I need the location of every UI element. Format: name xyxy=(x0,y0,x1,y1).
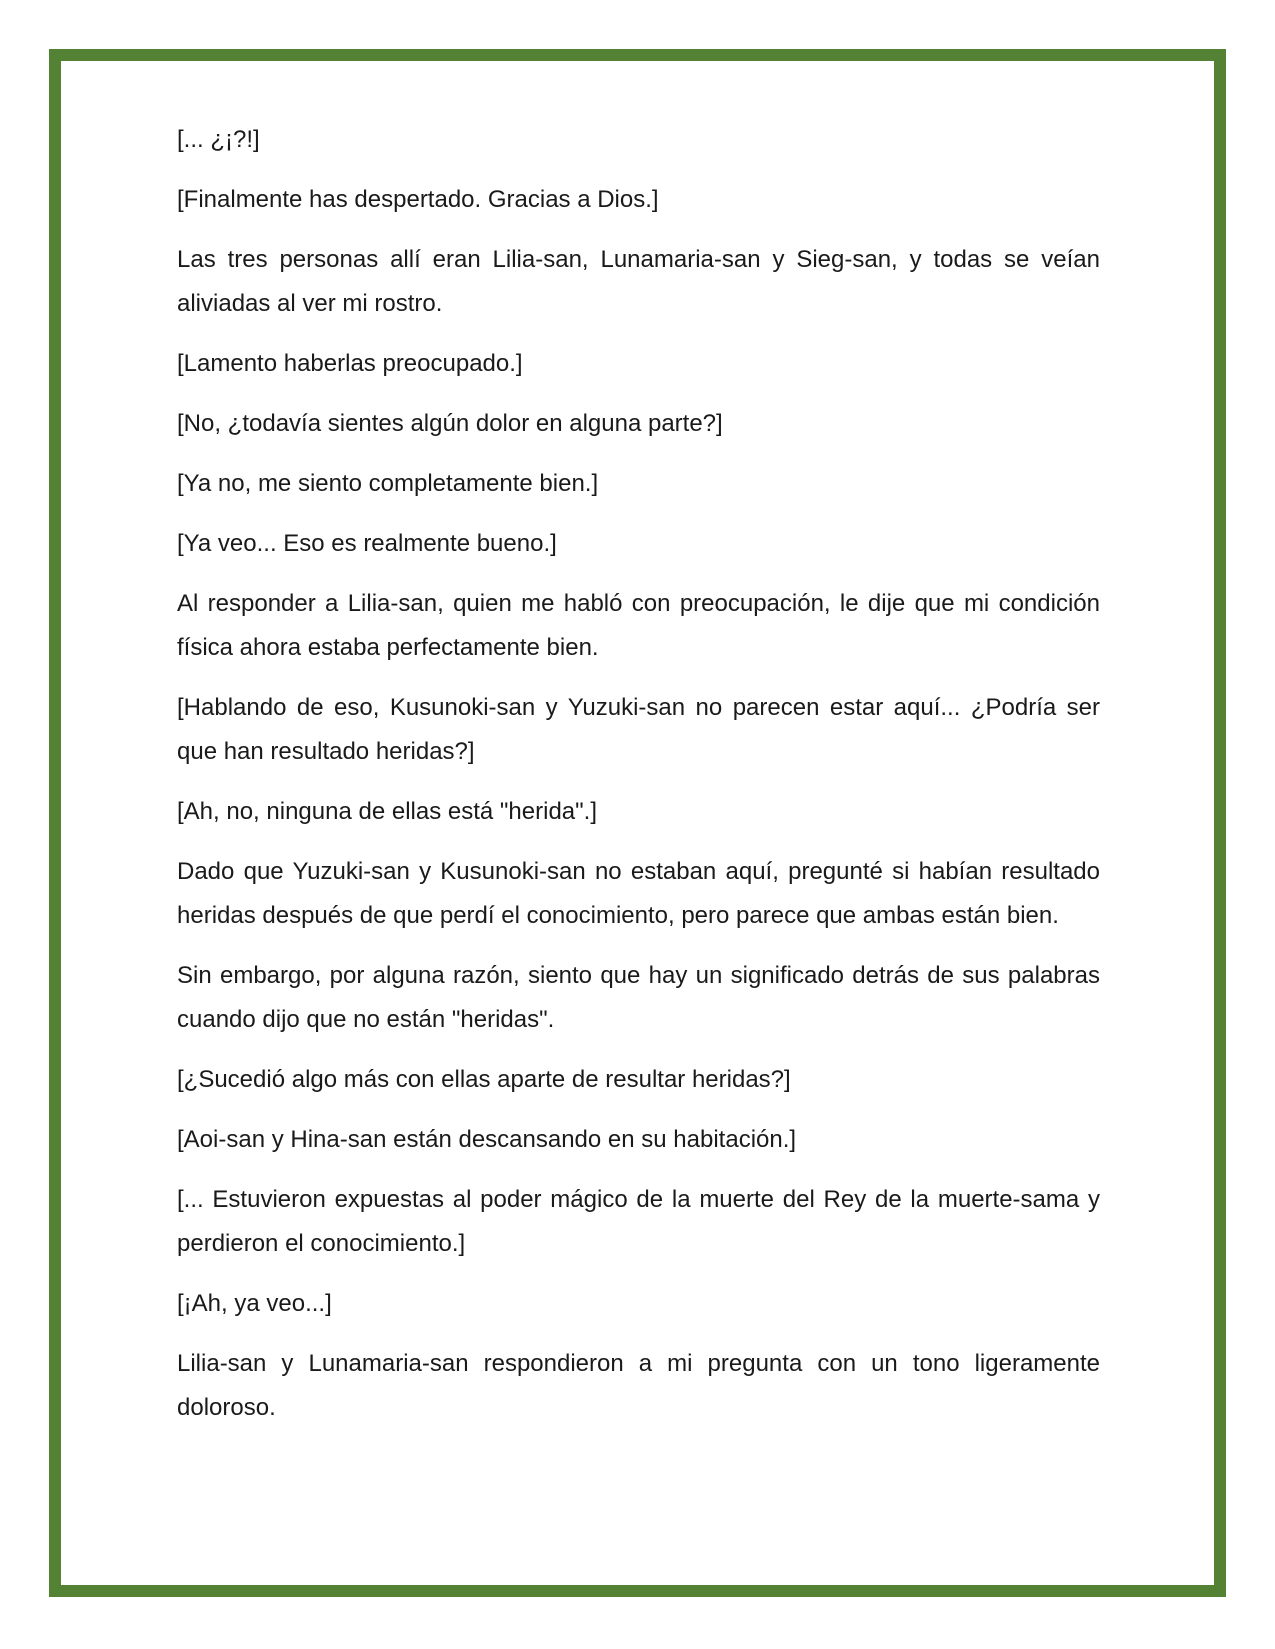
document-body xyxy=(177,118,1100,1446)
paragraph: [... Estuvieron expuestas al poder mágico de la muerte del Rey de la muerte-sama y perdieron el conocimiento.] xyxy=(177,1186,1100,1257)
paragraph: [¿Sucedió algo más con ellas aparte de resultar heridas?] xyxy=(177,1066,791,1093)
paragraph: [Ah, no, ninguna de ellas está "herida".] xyxy=(177,798,597,825)
paragraph: [... ¿¡?!] xyxy=(177,126,260,153)
paragraph: Al responder a Lilia-san, quien me habló con preocupación, le dije que mi condición física ahora estaba perfectamente bien. xyxy=(177,590,1100,661)
paragraph: [Ya veo... Eso es realmente bueno.] xyxy=(177,530,557,557)
paragraph: [¡Ah, ya veo...] xyxy=(177,1290,332,1317)
paragraph: [Lamento haberlas preocupado.] xyxy=(177,350,523,377)
paragraph: [Aoi-san y Hina-san están descansando en su habitación.] xyxy=(177,1126,797,1153)
paragraph: [Finalmente has despertado. Gracias a Dios.] xyxy=(177,186,659,213)
paragraph: [No, ¿todavía sientes algún dolor en alguna parte?] xyxy=(177,410,723,437)
paragraph: Dado que Yuzuki-san y Kusunoki-san no estaban aquí, pregunté si habían resultado heridas después de que perdí el conocimiento, pero parece que ambas están bien. xyxy=(177,858,1100,929)
paragraph: Las tres personas allí eran Lilia-san, Lunamaria-san y Sieg-san, y todas se veían aliviadas al ver mi rostro. xyxy=(177,246,1100,317)
paragraph: Sin embargo, por alguna razón, siento que hay un significado detrás de sus palabras cuando dijo que no están "heridas". xyxy=(177,962,1100,1033)
paragraph: [Ya no, me siento completamente bien.] xyxy=(177,470,599,497)
paragraph: Lilia-san y Lunamaria-san respondieron a mi pregunta con un tono ligeramente doloroso. xyxy=(177,1350,1100,1421)
paragraph: [Hablando de eso, Kusunoki-san y Yuzuki-san no parecen estar aquí... ¿Podría ser que han resultado heridas?] xyxy=(177,694,1100,765)
